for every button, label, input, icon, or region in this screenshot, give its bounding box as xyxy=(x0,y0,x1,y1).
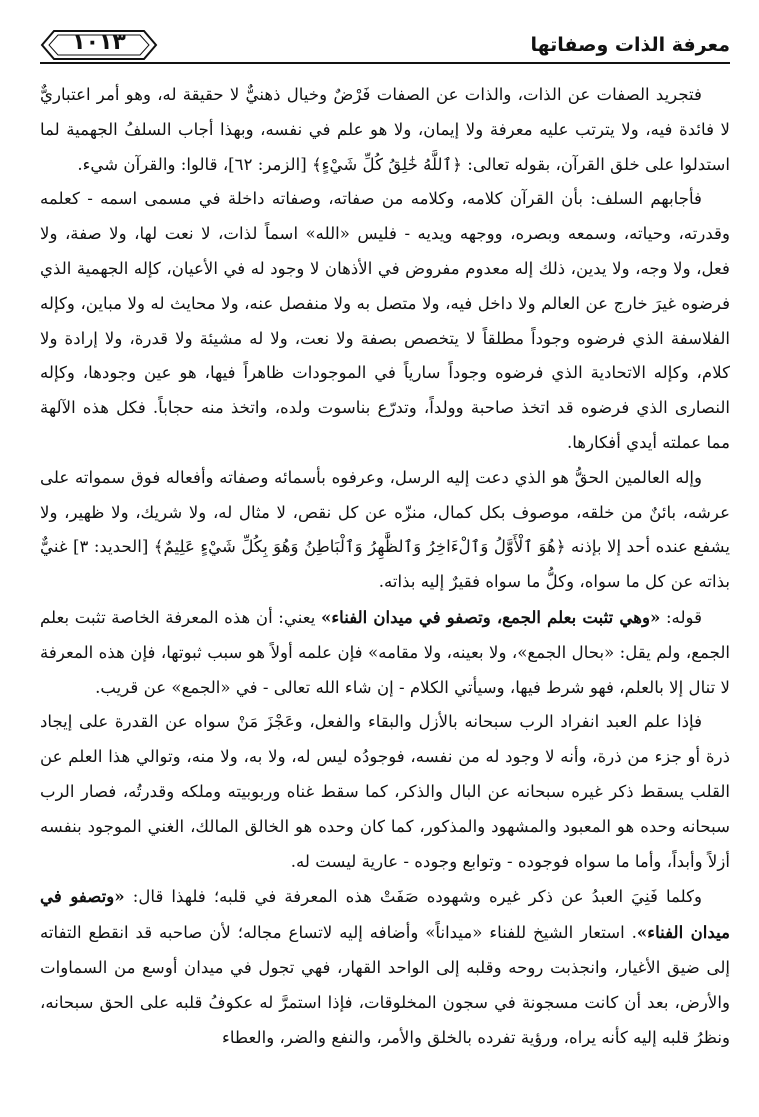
header-rule xyxy=(40,62,730,64)
paragraph-6-intro: وكلما فَنِيَ العبدُ عن ذكر غيره وشهوده صَفَتْ هذه المعرفة في قلبه؛ فلهذا قال: xyxy=(124,887,702,907)
page-header xyxy=(40,28,730,72)
paragraph-3: وإله العالمين الحقُّ هو الذي دعت إليه الرسل، وعرفوه بأسمائه وصفاته وأفعاله فوق سمواته على عرشه، بائنٌ من خلقه، موصوف بكل كمال، منزّه عن كل نقص، لا مثال له، ولا شريك، ولا ظهير، ولا يشفع عنده أحد إلا بإذنه ﴿هُوَ ٱلْأَوَّلُ وَٱلْءَاخِرُ وَٱلظَّٰهِرُ وَٱلْبَاطِنُ وَهُوَ بِكُلِّ شَيْءٍ عَلِيمٌ﴾ [الحديد: ٣] غنيٌّ بذاته عن كل ما سواه، وكلُّ ما سواه فقيرٌ إليه بذاته. xyxy=(40,467,731,592)
page-number: ١٠١٣ xyxy=(72,30,126,55)
paragraph-4 xyxy=(40,600,730,705)
paragraph-4-intro: قوله: xyxy=(660,607,703,627)
paragraph-4-rest: يعني: أن هذه المعرفة الخاصة تثبت بعلم الجمع، ولم يقل: «بحال الجمع»، ولا بعينه، ولا مقامه» فإن علمه أولاً هو سبب ثبوتها، فإن هذه المعرفة لا تنال إلا بالعلم، فهو شرط فيها، وسيأتي الكلام - إن شاء الله تعالى - في «الجمع» عن قريب. xyxy=(40,607,730,697)
paragraph-6-rest: . استعار الشيخ للفناء «ميداناً» وأضافه إليه لاتساع مجاله؛ لأن صاحبه قد انقطع التفاته إلى ضيق الأغيار، وانجذبت روحه وقلبه إلى الواحد القهار، فهي تجول في ميدان أوسع من السماوات والأرض، بعد أن كانت مسجونة في سجون المخلوقات، فإذا استمرَّ له عكوفُ قلبه على الحق سبحانه، ونظرُ قلبه إليه كأنه يراه، ورؤية تفرده بالخلق والأمر، والنفع والضر، والعطاء xyxy=(40,923,730,1047)
running-title: معرفة الذات وصفاتها xyxy=(530,34,730,56)
paragraph-2: فأجابهم السلف: بأن القرآن كلامه، وكلامه من صفاته، وصفاته داخلة في مسمى اسمه - كعلمه وقدرته، وحياته، وسمعه وبصره، ووجهه ويديه - فليس «الله» اسماً لذات، لا نعت لها، ولا صفة، ولا فعل، ولا وجه، ولا يدين، ذلك إله معدوم مفروض في الأذهان لا وجود له في الأعيان، كإله الجهمية الذي فرضوه غيرَ خارج عن العالم ولا داخل فيه، ولا متصل به ولا منفصل عنه، ولا محايث له ولا مباين، وكإله الفلاسفة الذي فرضوه وجوداً مطلقاً لا يتخصص بصفة ولا نعت، ولا له مشيئة ولا قدرة، ولا إرادة ولا كلام، وكإله الاتحادية الذي فرضوه وجوداً سارياً في الموجودات ظاهراً فيها، هو عين وجودها، وكإله النصارى الذي فرضوه قد اتخذ صاحبة وولداً، وتدرّع بناسوت ولده، واتخذ منه حجاباً. فكل هذه الآلهة مما عملته أيدي أفكارها. xyxy=(40,189,730,452)
paragraph-4-quote: «وهي تثبت بعلم الجمع، وتصفو في ميدان الفناء» xyxy=(320,606,661,627)
paragraph-6-quote: «وتصفو في ميدان الفناء» xyxy=(40,886,730,943)
paragraph-1: فتجريد الصفات عن الذات، والذات عن الصفات فَرْضٌ وخيال ذهنيٌّ لا حقيقة له، وهو أمر اعتباريٌّ لا فائدة فيه، ولا يترتب عليه معرفة ولا إيمان، ولا هو علم في نفسه، وبهذا أجاب السلفُ الجهمية لما استدلوا على خلق القرآن، بقوله تعالى: ﴿ٱللَّهُ خَٰلِقُ كُلِّ شَيْءٍ﴾ [الزمر: ٦٢]، قالوا: والقرآن شيء. xyxy=(40,85,730,174)
paragraph-5: فإذا علم العبد انفراد الرب سبحانه بالأزل والبقاء والفعل، وعَجْزَ مَنْ سواه عن القدرة على إيجاد ذرة أو جزء من ذرة، وأنه لا وجود له من نفسه، فوجودُه ليس له، ولا به، ولا منه، وتوالي هذا العلم عن القلب يسقط ذكر غيره سبحانه عن البال والذكر، كما سقط غناه وربوبيته وملكه وقدرتُه، فصار الرب سبحانه وحده هو المعبود والمشهود والمذكور، كما كان وحده هو الخالق المالك، الغني الموجود بنفسه أزلاً وأبداً، وأما ما سواه فوجوده - وتوابع وجوده - عارية ليست له. xyxy=(40,712,730,871)
paragraph-6 xyxy=(40,879,730,1055)
page-number-frame xyxy=(40,28,158,62)
main-text xyxy=(40,78,730,1055)
